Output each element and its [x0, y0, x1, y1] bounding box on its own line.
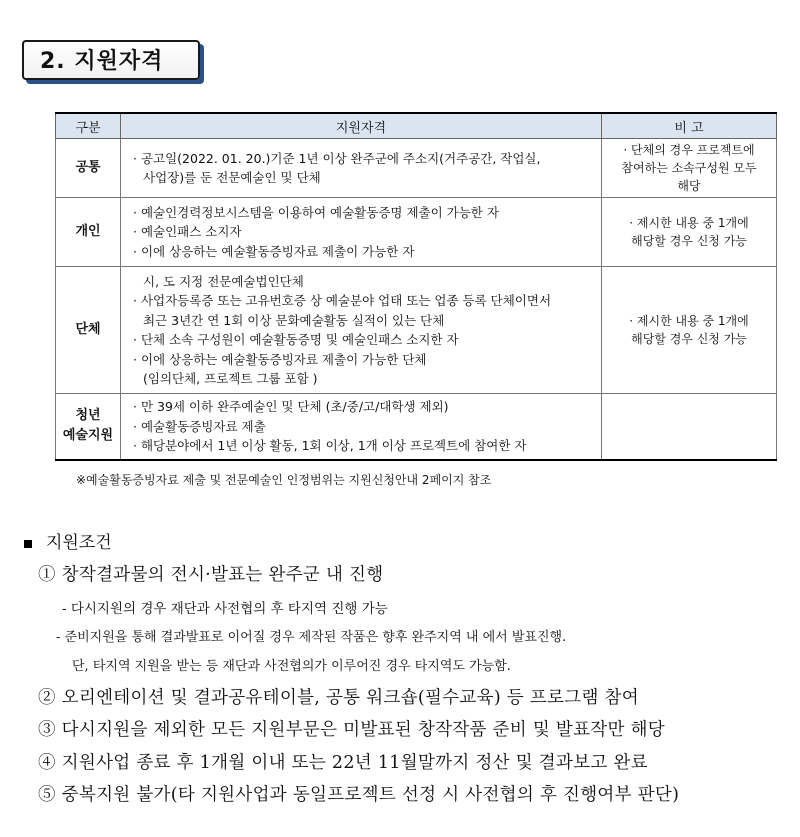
condition-sub-item: - 준비지원을 통해 결과발표로 이어질 경우 제작된 작품은 향후 완주지역 내 에서 발표진행. [56, 630, 567, 645]
header-note: 비 고 [602, 113, 777, 139]
note-cell: · 단체의 경우 프로젝트에 참여하는 소속구성원 모두 해당 [602, 139, 777, 198]
category-cell: 개인 [56, 198, 121, 267]
requirements-cell: · 공고일(2022. 01. 20.)기준 1년 이상 완주군에 주소지(거주공간, 작업실, 사업장)를 둔 전문예술인 및 단체 [121, 139, 602, 198]
category-cell: 단체 [56, 267, 121, 394]
requirements-cell: 시, 도 지정 전문예술법인단체 · 사업자등록증 또는 고유번호증 상 예술분야 업태 또는 업종 등록 단체이면서 최근 3년간 연 1회 이상 문화예술활동 실적이 있는 단체 · 단체 소속 구성원이 예술활동증명 및 예술인패스 소지한 자 · 이에 상응하는 예술활동증빙자료 제출이 가능한 단체 (임의단체, 프로젝트 그룹 포함 ) [121, 267, 602, 394]
condition-item-5: ⑤ 중복지원 불가(타 지원사업과 동일프로젝트 선정 시 사전협의 후 진행여부 판단) [38, 785, 680, 805]
table-row [56, 198, 777, 267]
note-cell: · 제시한 내용 중 1개에 해당할 경우 신청 가능 [602, 267, 777, 394]
header-requirements: 지원자격 [121, 113, 602, 139]
category-cell: 공통 [56, 139, 121, 198]
condition-item-3: ③ 다시지원을 제외한 모든 지원부문은 미발표된 창작작품 준비 및 발표작만 해당 [38, 720, 665, 740]
conditions-heading: 지원조건 [24, 528, 112, 553]
condition-sub-item: 단, 타지역 지원을 받는 등 재단과 사전협의가 이루어진 경우 타지역도 가능함. [72, 659, 511, 674]
note-cell: · 제시한 내용 중 1개에 해당할 경우 신청 가능 [602, 198, 777, 267]
table-footnote: ※예술활동증빙자료 제출 및 전문예술인 인정범위는 지원신청안내 2페이지 참조 [76, 473, 492, 487]
eligibility-table [55, 112, 777, 461]
table-row [56, 267, 777, 394]
table-header-row [56, 113, 777, 139]
header-category: 구분 [56, 113, 121, 139]
table-row [56, 139, 777, 198]
note-cell [602, 394, 777, 460]
requirements-cell: · 만 39세 이하 완주예술인 및 단체 (초/중/고/대학생 제외) · 예술활동증빙자료 제출 · 해당분야에서 1년 이상 활동, 1회 이상, 1개 이상 프로젝트에 참여한 자 [121, 394, 602, 460]
category-cell: 청년 예술지원 [56, 394, 121, 460]
requirements-cell: · 예술인경력정보시스템을 이용하여 예술활동증명 제출이 가능한 자 · 예술인패스 소지자 · 이에 상응하는 예술활동증빙자료 제출이 가능한 자 [121, 198, 602, 267]
condition-item-4: ④ 지원사업 종료 후 1개월 이내 또는 22년 11월말까지 정산 및 결과보고 완료 [38, 753, 648, 773]
condition-sub-item: - 다시지원의 경우 재단과 사전협의 후 타지역 진행 가능 [62, 601, 388, 617]
section-title: 2. 지원자격 [22, 40, 200, 80]
condition-item-1: ① 창작결과물의 전시·발표는 완주군 내 진행 [38, 565, 384, 585]
condition-item-2: ② 오리엔테이션 및 결과공유테이블, 공통 워크숍(필수교육) 등 프로그램 참여 [38, 688, 639, 708]
table-row [56, 394, 777, 460]
square-bullet-icon [24, 540, 32, 548]
